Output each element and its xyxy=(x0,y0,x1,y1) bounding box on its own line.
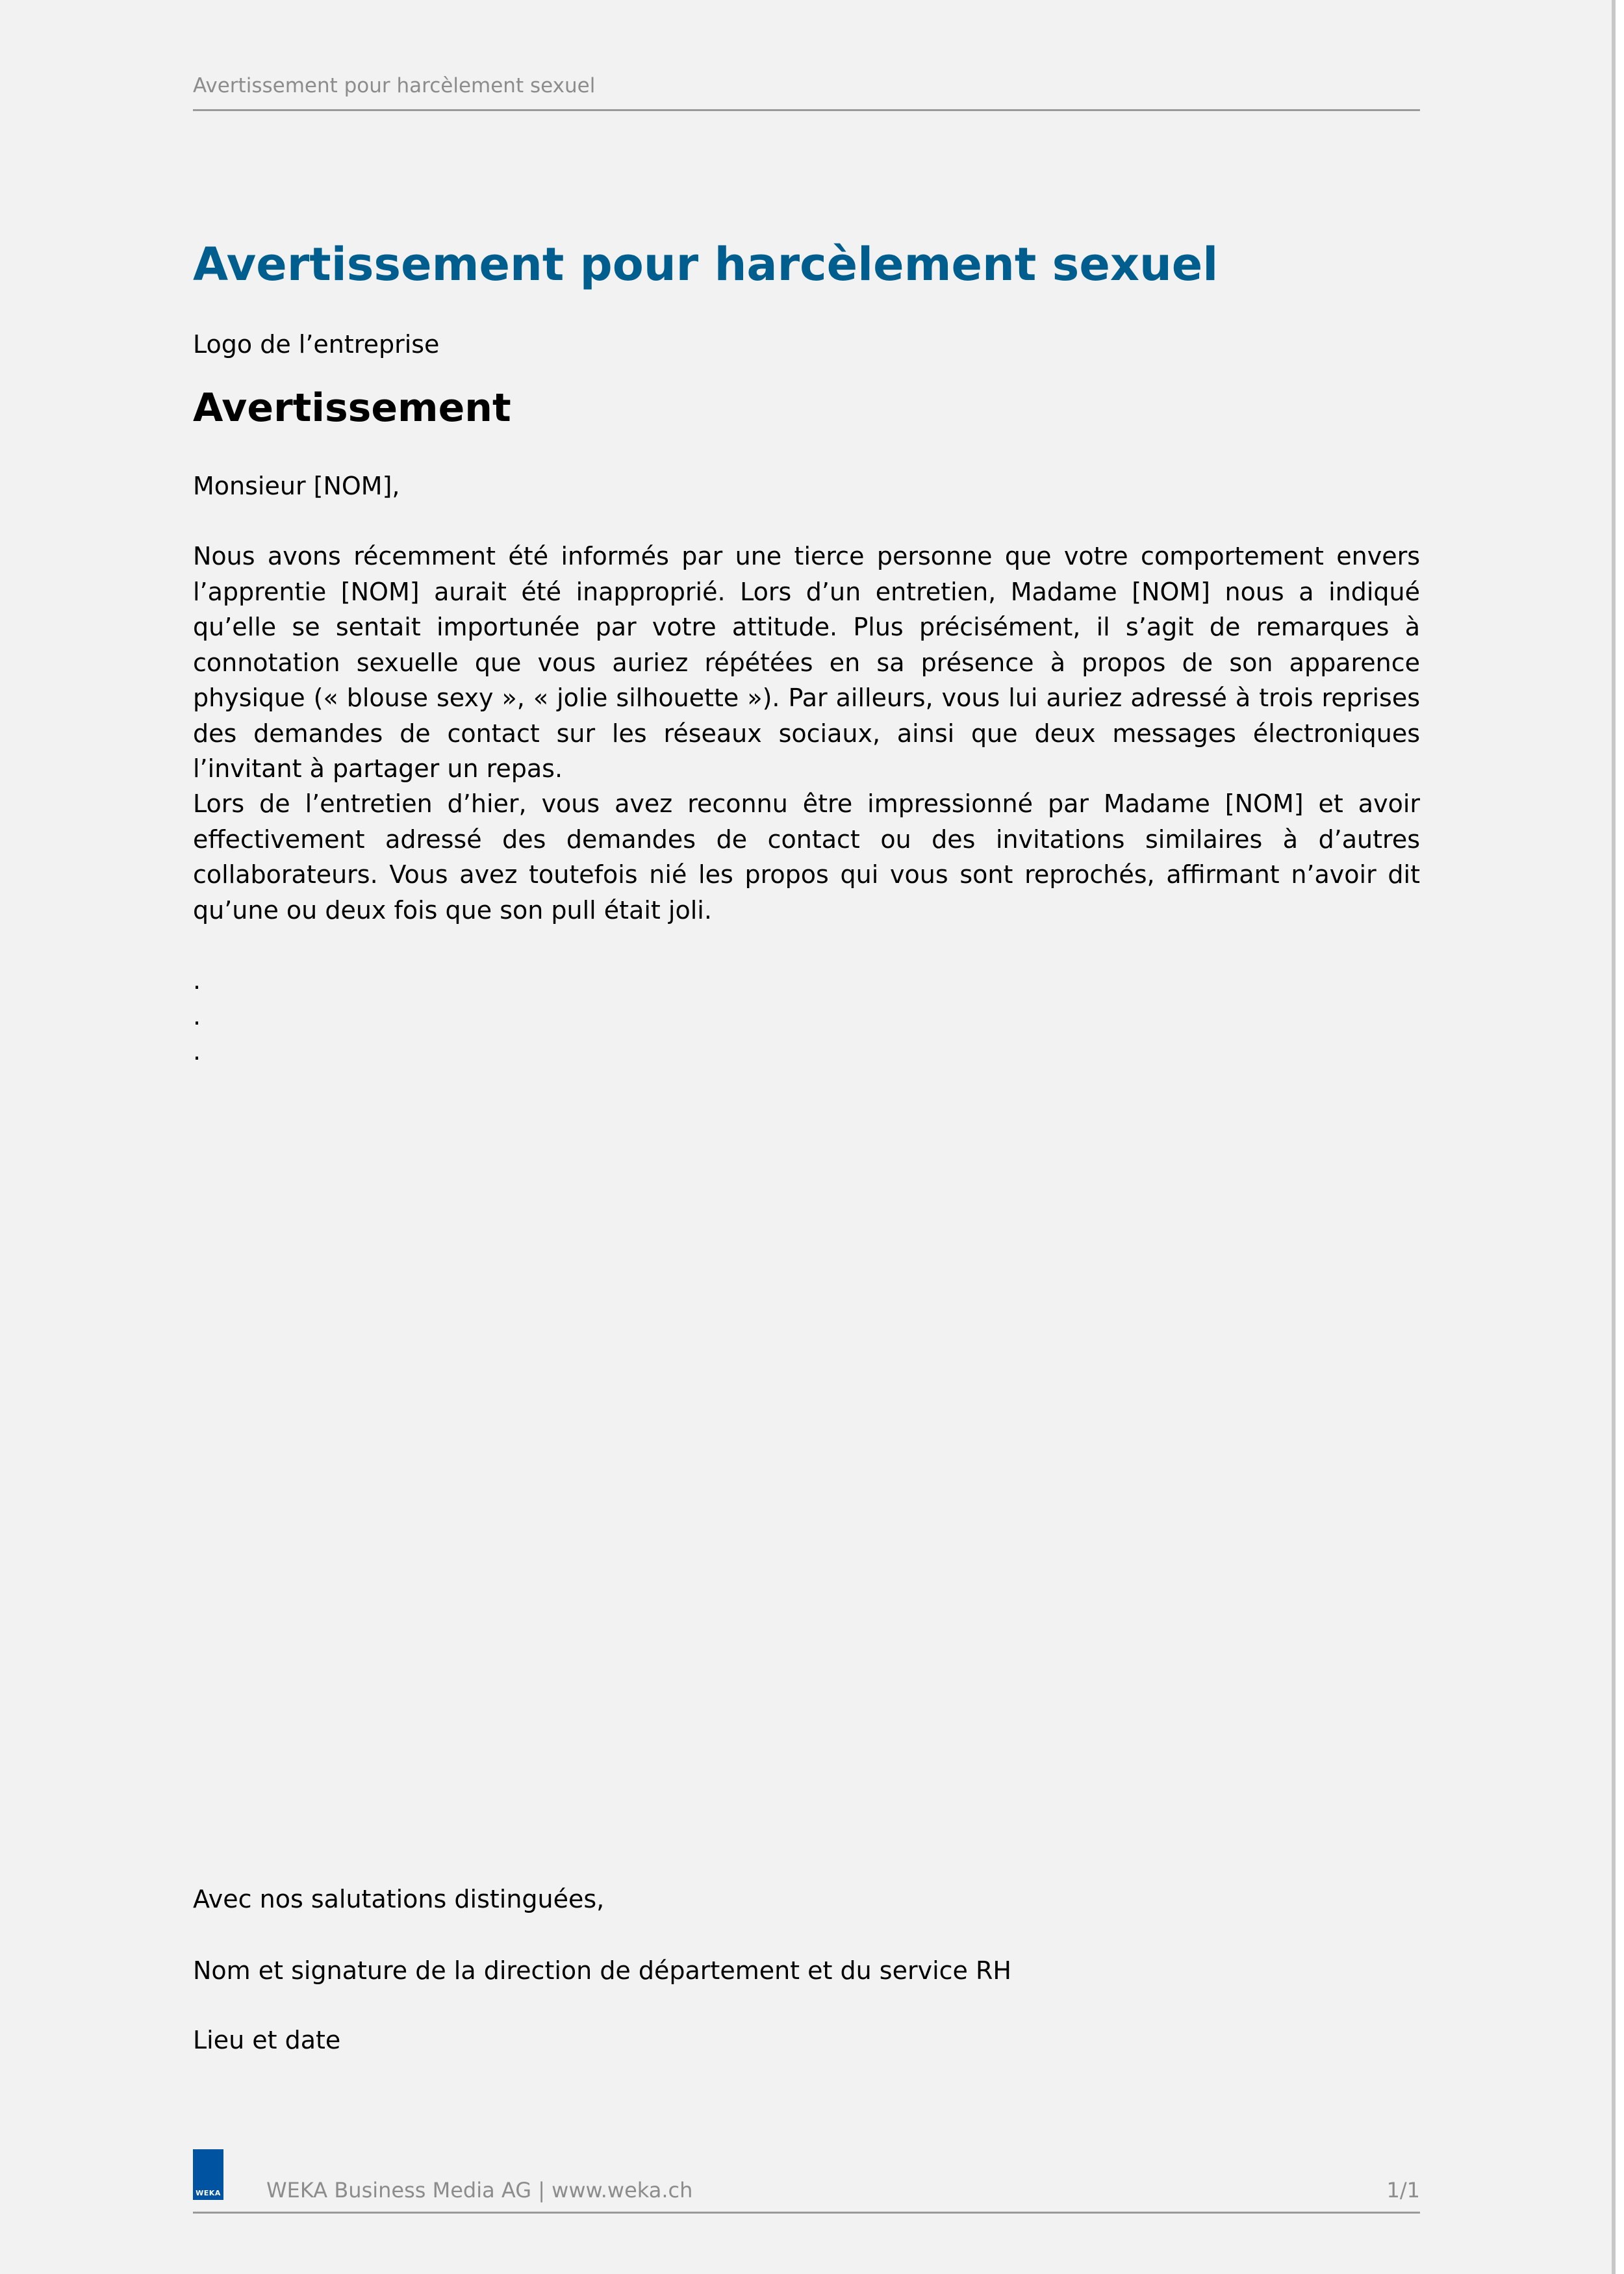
signature-line: Nom et signature de la direction de département et du service RH xyxy=(193,1956,1011,1985)
ellipsis-dot: . xyxy=(193,1037,201,1066)
running-header: Avertissement pour harcèlement sexuel xyxy=(193,74,596,97)
ellipsis xyxy=(193,963,1420,1069)
body-paragraph: Lors de l’entretien d’hier, vous avez reconnu être impressionné par Madame [NOM] et avoir effectivement adressé des demandes de contact ou des invitations similaires à d’autres collaborateurs. Vous avez toutefois nié les propos qui vous sont reprochés, affirmant n’avoir dit qu’une ou deux fois que son pull était joli. xyxy=(193,789,1420,925)
page-number: 1/1 xyxy=(1386,2178,1420,2203)
footer-divider xyxy=(193,2212,1420,2214)
weka-logo-icon xyxy=(193,2149,223,2200)
company-logo-placeholder: Logo de l’entreprise xyxy=(193,330,440,359)
closing-formula: Avec nos salutations distinguées, xyxy=(193,1885,605,1913)
salutation: Monsieur [NOM], xyxy=(193,472,400,500)
footer-company: WEKA Business Media AG | www.weka.ch xyxy=(266,2178,693,2203)
body-paragraph: Nous avons récemment été informés par une tierce personne que votre comportement envers l’apprentie [NOM] aurait été inapproprié. Lors d’un entretien, Madame [NOM] nous a indiqué qu’elle se sentait importunée par votre attitude. Plus précisément, il s’agit de remarques à connotation sexuelle que vous auriez répétées en sa présence à propos de son apparence physique (« blouse sexy », « jolie silhouette »). Par ailleurs, vous lui auriez adressé à trois reprises des demandes de contact sur les réseaux sociaux, ainsi que deux messages électroniques l’invitant à partager un repas. xyxy=(193,542,1420,783)
weka-logo-text: WEKA xyxy=(196,2189,221,2197)
page-edge-border xyxy=(1612,0,1616,2274)
place-date-line: Lieu et date xyxy=(193,2026,341,2054)
ellipsis-dot: . xyxy=(193,1001,201,1030)
header-divider xyxy=(193,109,1420,111)
section-heading: Avertissement xyxy=(193,385,511,431)
ellipsis-dot: . xyxy=(193,966,201,995)
document-title: Avertissement pour harcèlement sexuel xyxy=(193,238,1219,291)
